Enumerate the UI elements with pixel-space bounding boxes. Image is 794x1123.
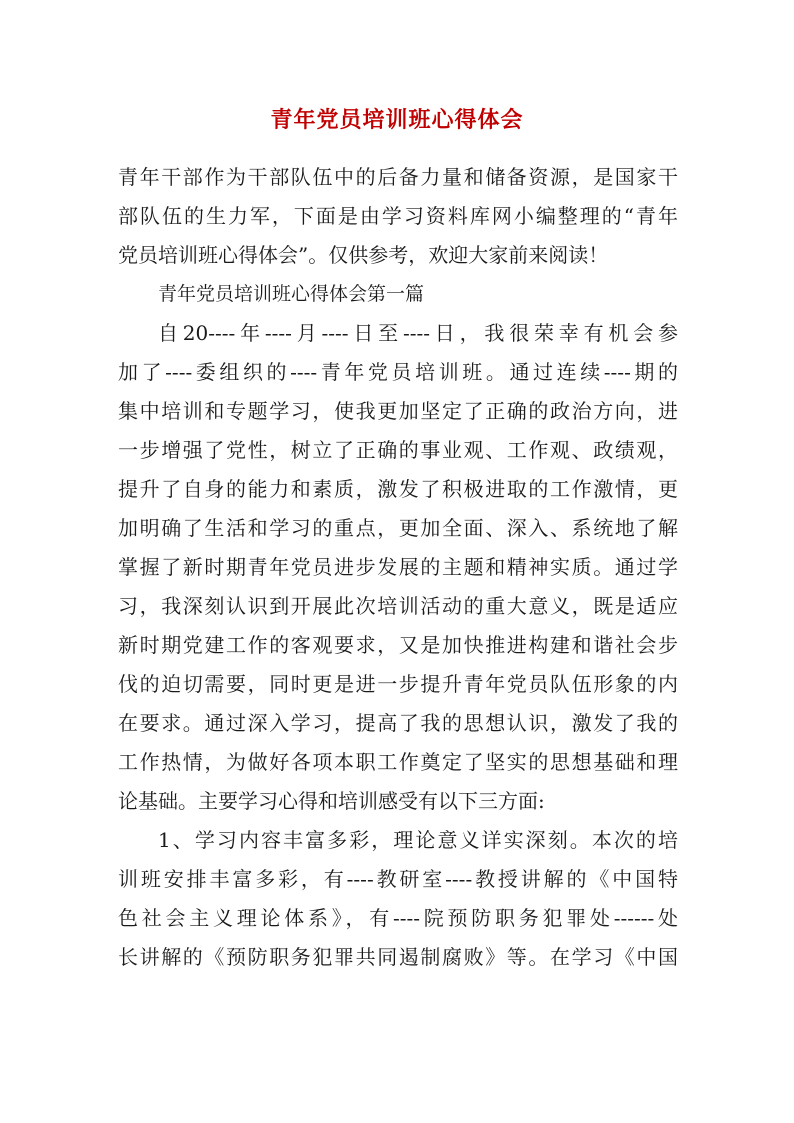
paragraph-line: 加了----委组织的----青年党员培训班。通过连续----期的 xyxy=(118,360,678,384)
paragraph-line: 集中培训和专题学习，使我更加坚定了正确的政治方向，进 xyxy=(118,399,678,423)
section-heading: 青年党员培训班心得体会第一篇 xyxy=(158,283,425,305)
paragraph-line: 一步增强了党性，树立了正确的事业观、工作观、政绩观， xyxy=(118,438,678,462)
paragraph-line: 长讲解的《预防职务犯罪共同遏制腐败》等。在学习《中国 xyxy=(118,945,678,969)
paragraph-line: 伐的迫切需要，同时更是进一步提升青年党员队伍形象的内 xyxy=(118,672,678,696)
paragraph-line: 工作热情，为做好各项本职工作奠定了坚实的思想基础和理 xyxy=(118,750,678,774)
document-title: 青年党员培训班心得体会 xyxy=(270,107,524,133)
paragraph-line: 掌握了新时期青年党员进步发展的主题和精神实质。通过学 xyxy=(118,555,678,579)
document-body xyxy=(118,158,678,977)
paragraph-line: 加明确了生活和学习的重点，更加全面、深入、系统地了解 xyxy=(118,516,678,540)
paragraph-line: 提升了自身的能力和素质，激发了积极进取的工作激情，更 xyxy=(118,477,678,501)
paragraph-line: 论基础。主要学习心得和培训感受有以下三方面: xyxy=(118,789,545,813)
paragraph-line: 新时期党建工作的客观要求，又是加快推进构建和谐社会步 xyxy=(118,633,678,657)
paragraph-line: 1、学习内容丰富多彩，理论意义详实深刻。本次的培 xyxy=(158,828,678,852)
intro-line: 青年干部作为干部队伍中的后备力量和储备资源，是国家干 xyxy=(118,165,678,189)
paragraph-line: 色社会主义理论体系》，有----院预防职务犯罪处------处 xyxy=(118,906,678,930)
intro-line: 部队伍的生力军，下面是由学习资料库网小编整理的“青年 xyxy=(118,204,678,228)
intro-line: 党员培训班心得体会”。仅供参考，欢迎大家前来阅读！ xyxy=(118,243,609,267)
paragraph-line: 自20----年----月----日至----日，我很荣幸有机会参 xyxy=(158,321,678,345)
paragraph-line: 习，我深刻认识到开展此次培训活动的重大意义，既是适应 xyxy=(118,594,678,618)
paragraph-line: 在要求。通过深入学习，提高了我的思想认识，激发了我的 xyxy=(118,711,678,735)
paragraph-line: 训班安排丰富多彩，有----教研室----教授讲解的《中国特 xyxy=(118,867,678,891)
